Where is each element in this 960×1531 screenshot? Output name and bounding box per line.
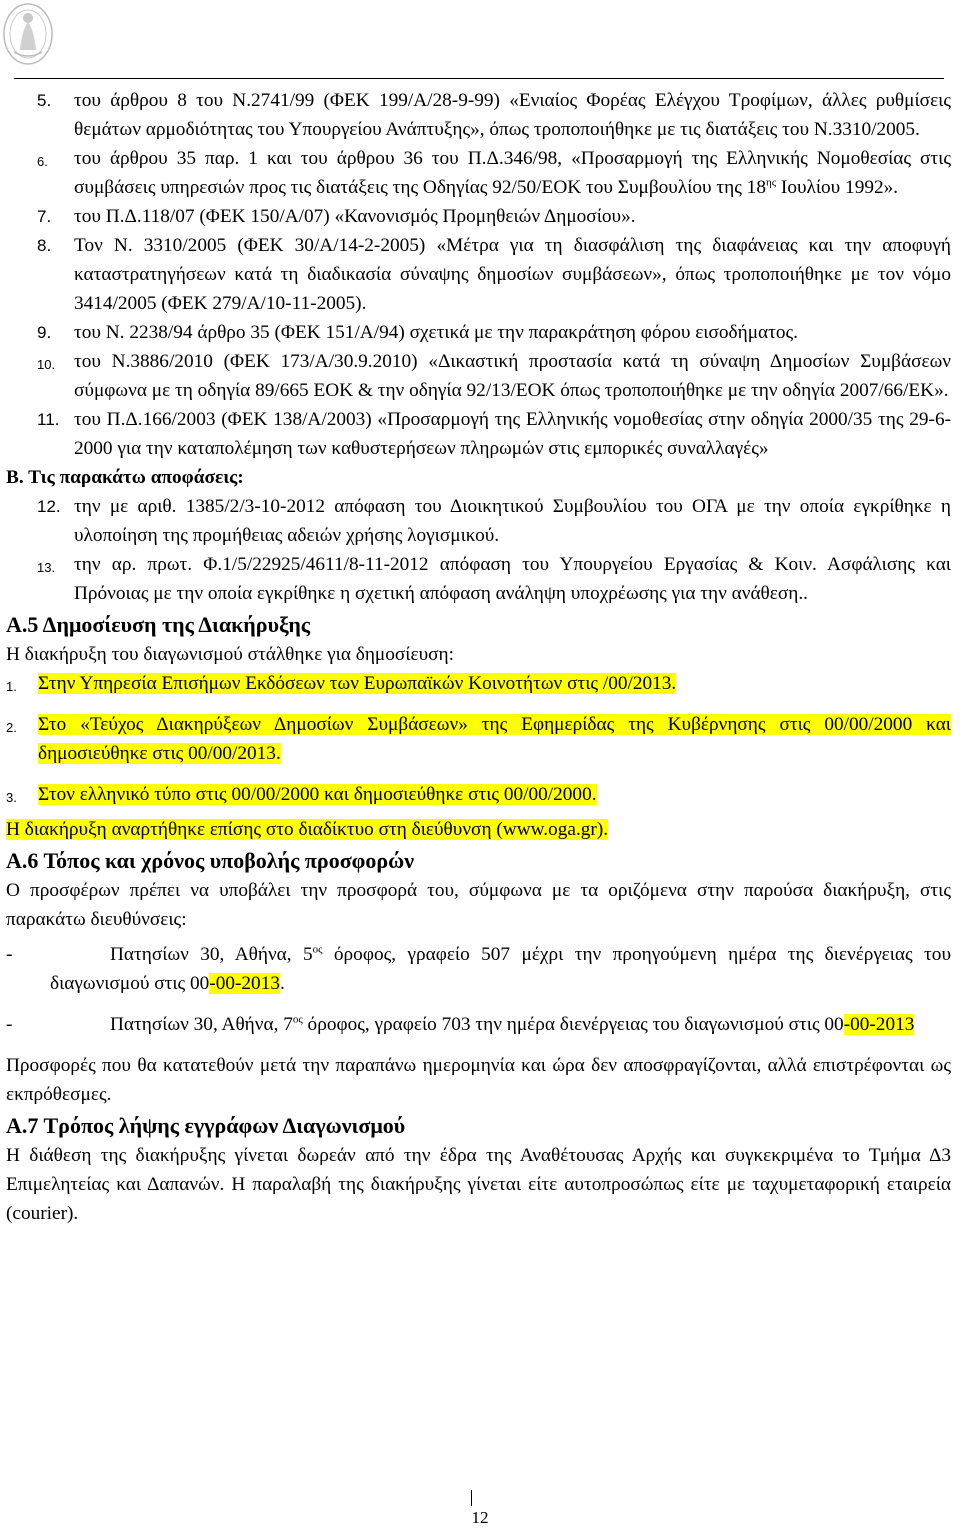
list-item xyxy=(0,669,960,698)
item-number: 2. xyxy=(6,720,17,735)
item-number: 9. xyxy=(37,323,52,342)
item-text: Τον Ν. 3310/2005 (ΦΕΚ 30/Α/14-2-2005) «Μέτρα για τη διασφάλιση της διαφάνειας και την αποφυγή καταστρατηγήσεων κατά τη διαδικασία σύναψης δημοσίων συμβάσεων», όπως τροποποιήθηκε με τον νόμο 3414/2005 (ΦΕΚ 279/Α/10-11-2005). xyxy=(74,235,951,314)
list-item xyxy=(0,231,960,318)
item-text: του άρθρου 35 παρ. 1 και του άρθρου 36 του Π.Δ.346/98, «Προσαρμογή της Ελληνικής Νομοθεσίας στις συμβάσεις υπηρεσιών προς τις διατάξεις της Οδηγίας 92/50/ΕΟΚ του Συμβουλίου της 18 xyxy=(74,148,951,198)
ordinal-suffix: ος xyxy=(292,1013,303,1026)
address-text: Πατησίων 30, Αθήνα, 7 xyxy=(110,1014,293,1035)
section-a6-title: Α.6 Τόπος και χρόνος υποβολής προσφορών xyxy=(6,848,415,873)
item-text: την αρ. πρωτ. Φ.1/5/22925/4611/8-11-2012 απόφαση του Υπουργείου Εργασίας & Κοιν. Ασφάλισης και Πρόνοιας με την οποία εγκρίθηκε η σχετική απόφαση ανάληψη υποχρέωσης για την ανάθεση.. xyxy=(74,554,951,604)
dash-mark: - xyxy=(6,944,13,965)
item-text: του Π.Δ.118/07 (ΦΕΚ 150/Α/07) «Κανονισμός Προμηθειών Δημοσίου». xyxy=(74,206,636,227)
item-text: του Ν. 2238/94 άρθρο 35 (ΦΕΚ 151/Α/94) σχετικά με την παρακράτηση φόρου εισοδήματος. xyxy=(74,322,798,343)
item-number: 8. xyxy=(37,236,52,255)
a5-intro: Η διακήρυξη του διαγωνισμού στάλθηκε για δημοσίευση: xyxy=(6,644,454,665)
item-number: 7. xyxy=(37,207,52,226)
ordinal-suffix: ος xyxy=(312,943,323,956)
address-date: -00-2013 xyxy=(843,1014,915,1035)
ordinal-suffix: ης xyxy=(765,176,777,189)
a6-note: Προσφορές που θα κατατεθούν μετά την παραπάνω ημερομηνία και ώρα δεν αποσφραγίζονται, αλλά επιστρέφονται ως εκπρόθεσμες. xyxy=(6,1055,951,1105)
item-text: Στο «Τεύχος Διακηρύξεων Δημοσίων Συμβάσεων» της Εφημερίδας της Κυβέρνησης στις 00/00/2000 και δημοσιεύθηκε στις 00/00/2013. xyxy=(38,714,951,764)
item-text: του Π.Δ.166/2003 (ΦΕΚ 138/Α/2003) «Προσαρμογή της Ελληνικής νομοθεσίας στην οδηγία 2000/35 της 29-6-2000 για την καταπολέμηση των καθυστερήσεων πληρωμών στις εμπορικές συναλλαγές» xyxy=(74,409,951,459)
list-item xyxy=(0,780,960,809)
address-item xyxy=(0,1010,960,1039)
a6-intro: Ο προσφέρων πρέπει να υποβάλει την προσφορά του, σύμφωνα με τα οριζόμενα στην παρούσα διακήρυξη, στις παρακάτω διευθύνσεις: xyxy=(6,880,951,930)
item-text-end: Ιουλίου 1992». xyxy=(776,177,899,198)
dash-mark: - xyxy=(6,1014,13,1035)
address-date: -00-2013 xyxy=(209,973,280,994)
item-text: Στον ελληνικό τύπο στις 00/00/2000 και δημοσιεύθηκε στις 00/00/2000. xyxy=(38,784,597,805)
section-b-title: Β. Τις παρακάτω αποφάσεις: xyxy=(6,467,244,488)
item-text: του Ν.3886/2010 (ΦΕΚ 173/Α/30.9.2010) «Δικαστική προστασία κατά τη σύναψη Δημοσίων Συμβάσεων σύμφωνα με τη οδηγία 89/665 ΕΟΚ & την οδηγία 92/13/ΕΟΚ όπως τροποποιήθηκε με την οδηγία 2007/66/ΕΚ». xyxy=(74,351,951,401)
item-number: 12. xyxy=(37,497,61,516)
list-item xyxy=(0,405,960,463)
a5-web-notice xyxy=(0,815,960,844)
address-text: Πατησίων 30, Αθήνα, 5 xyxy=(110,944,313,965)
item-number: 11. xyxy=(37,410,60,429)
item-number: 3. xyxy=(6,790,17,805)
oga-emblem-icon xyxy=(0,0,56,68)
list-item xyxy=(0,347,960,405)
item-number: 5. xyxy=(37,91,52,110)
item-number: 1. xyxy=(6,679,17,694)
address-item xyxy=(0,940,960,998)
list-item xyxy=(0,144,960,202)
address-text-mid: όροφος, γραφείο 703 την ημέρα διενέργειας του διαγωνισμού στις 00 xyxy=(302,1014,844,1035)
list-item xyxy=(0,318,960,347)
item-text: Στην Υπηρεσία Επισήμων Εκδόσεων των Ευρωπαϊκών Κοινοτήτων στις /00/2013. xyxy=(38,673,677,694)
section-a7-title: Α.7 Τρόπος λήψης εγγράφων Διαγωνισμού xyxy=(6,1113,406,1138)
footer-divider xyxy=(471,1490,473,1506)
list-item xyxy=(0,492,960,550)
item-number: 10. xyxy=(37,357,56,372)
address-text-mid: όροφος, γραφείο 507 μέχρι την προηγούμενη ημέρα της διενέργειας του διαγωνισμού στις 00 xyxy=(50,944,951,994)
address-end: . xyxy=(279,973,285,994)
document-body xyxy=(0,86,960,1228)
item-text: την με αριθ. 1385/2/3-10-2012 απόφαση του Διοικητικού Συμβουλίου του ΟΓΑ με την οποία εγκρίθηκε η υλοποίηση της προμήθειας αδειών χρήσης λογισμικού. xyxy=(74,496,951,546)
header-rule xyxy=(14,78,944,79)
list-item xyxy=(0,202,960,231)
section-a5-title: Α.5 Δημοσίευση της Διακήρυξης xyxy=(6,612,311,637)
item-number: 13. xyxy=(37,560,56,575)
item-text: του άρθρου 8 του Ν.2741/99 (ΦΕΚ 199/Α/28-9-99) «Ενιαίος Φορέας Ελέγχου Τροφίμων, άλλες ρυθμίσεις θεμάτων αρμοδιότητας του Υπουργείου Ανάπτυξης», όπως τροποποιήθηκε με τις διατάξεις του Ν.3310/2005. xyxy=(74,90,951,140)
web-notice-text: Η διακήρυξη αναρτήθηκε επίσης στο διαδίκτυο στη διεύθυνση (www.oga.gr). xyxy=(6,819,609,840)
list-item xyxy=(0,86,960,144)
item-number: 6. xyxy=(37,154,48,169)
list-item xyxy=(0,550,960,608)
page-number: 12 xyxy=(471,1508,489,1527)
a7-text: Η διάθεση της διακήρυξης γίνεται δωρεάν από την έδρα της Αναθέτουσας Αρχής και συγκεκριμένα το Τμήμα Δ3 Επιμελητείας και Δαπανών. Η παραλαβή της διακήρυξης γίνεται είτε αυτοπροσώπως είτε με ταχυμεταφορική εταιρεία (courier). xyxy=(6,1145,951,1224)
list-item xyxy=(0,710,960,768)
